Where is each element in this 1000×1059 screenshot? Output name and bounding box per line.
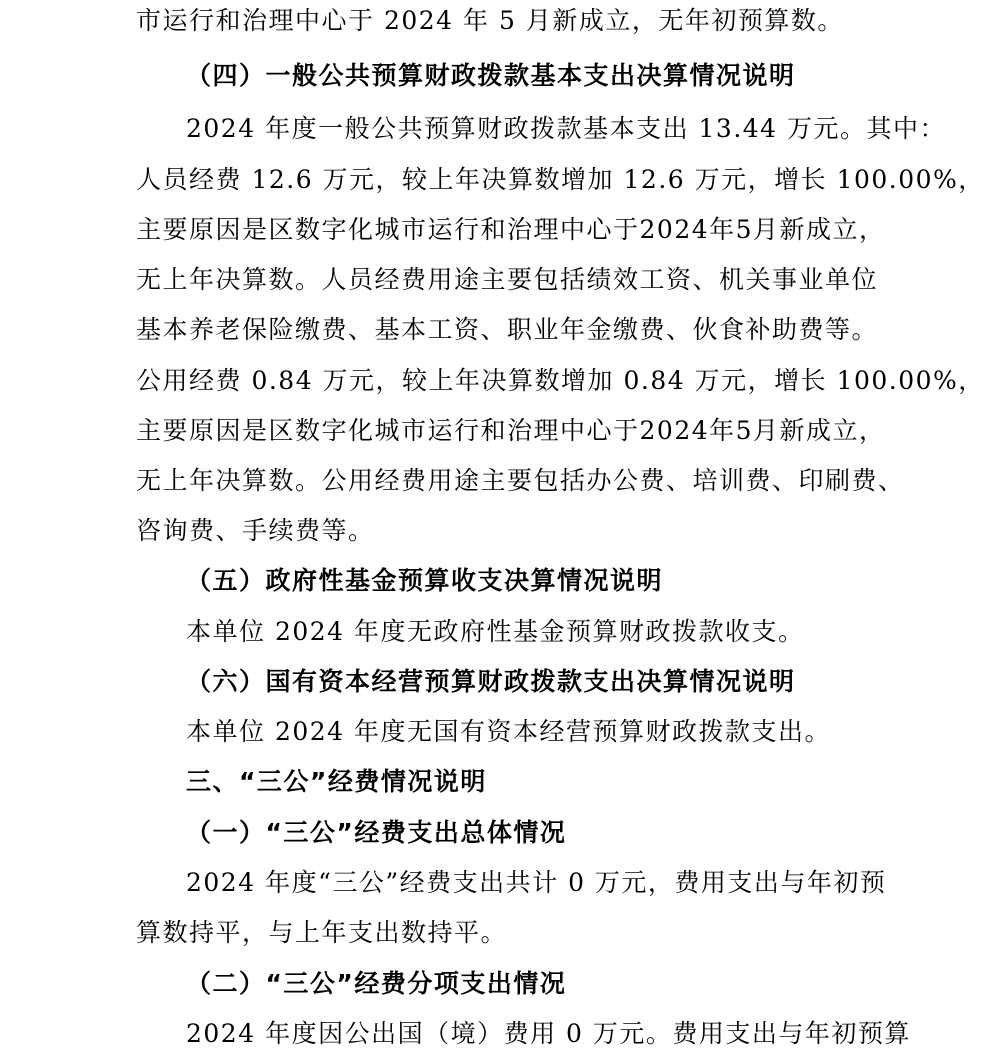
body-line: 本单位 2024 年度无国有资本经营预算财政拨款支出。 xyxy=(186,717,832,746)
body-line: 无上年决算数。人员经费用途主要包括绩效工资、机关事业单位 xyxy=(136,265,879,294)
body-line: 2024 年度“三公”经费支出共计 0 万元，费用支出与年初预 xyxy=(186,868,887,897)
body-line: 2024 年度一般公共预算财政拨款基本支出 13.44 万元。其中： xyxy=(186,114,947,143)
body-line: 基本养老保险缴费、基本工资、职业年金缴费、伙食补助费等。 xyxy=(136,315,879,344)
body-line: 本单位 2024 年度无政府性基金预算财政拨款收支。 xyxy=(186,617,805,646)
section-heading: （二）“三公”经费分项支出情况 xyxy=(186,969,567,998)
section-heading: （五）政府性基金预算收支决算情况说明 xyxy=(186,566,664,595)
body-line: 咨询费、手续费等。 xyxy=(136,516,375,545)
section-heading: （四）一般公共预算财政拨款基本支出决算情况说明 xyxy=(186,61,796,90)
section-heading: （一）“三公”经费支出总体情况 xyxy=(186,818,567,847)
chapter-heading: 三、“三公”经费情况说明 xyxy=(186,767,487,796)
section-heading: （六）国有资本经营预算财政拨款支出决算情况说明 xyxy=(186,667,796,696)
body-line: 市运行和治理中心于 2024 年 5 月新成立，无年初预算数。 xyxy=(136,6,844,35)
body-line: 公用经费 0.84 万元，较上年决算数增加 0.84 万元，增长 100.00%， xyxy=(136,366,985,395)
body-line: 算数持平，与上年支出数持平。 xyxy=(136,918,508,947)
body-line: 人员经费 12.6 万元，较上年决算数增加 12.6 万元，增长 100.00%， xyxy=(136,165,985,194)
body-line: 2024 年度因公出国（境）费用 0 万元。费用支出与年初预算 xyxy=(186,1019,911,1048)
body-line: 主要原因是区数字化城市运行和治理中心于2024年5月新成立， xyxy=(136,215,886,244)
body-line: 无上年决算数。公用经费用途主要包括办公费、培训费、印刷费、 xyxy=(136,466,905,495)
body-line: 主要原因是区数字化城市运行和治理中心于2024年5月新成立， xyxy=(136,416,886,445)
